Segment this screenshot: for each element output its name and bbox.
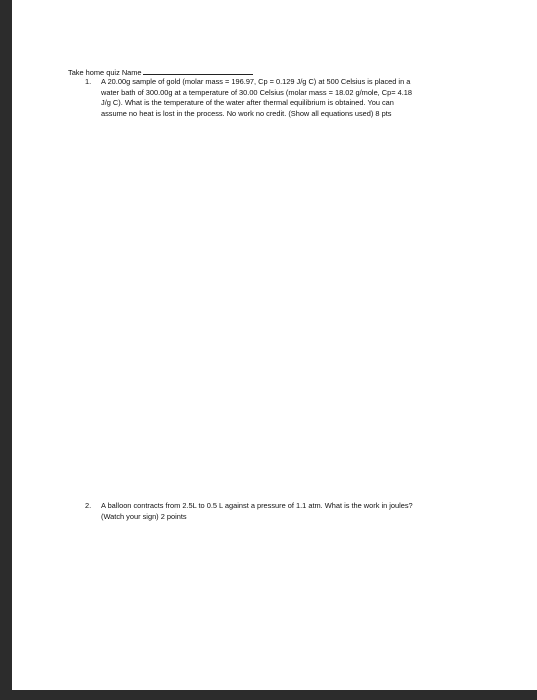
question-2-number: 2. [85,501,92,510]
quiz-title-text: Take home quiz Name [68,68,142,77]
question-1 [85,77,505,137]
question-1-number: 1. [85,77,92,86]
question-1-line-2: water bath of 300.00g at a temperature of 30.00 Celsius (molar mass = 18.02 g/mole, Cp= 4.18 [101,87,412,97]
document-page[interactable] [12,0,537,690]
question-2-line-2: (Watch your sign) 2 points [101,511,187,521]
question-1-line-4: assume no heat is lost in the process. No work no credit. (Show all equations used) 8 pts [101,108,392,118]
viewer-left-edge [0,0,12,700]
question-1-line-3: J/g C). What is the temperature of the water after thermal equilibrium is obtained. You can [101,98,394,108]
question-1-text [101,77,505,119]
question-2-line-1: A balloon contracts from 2.5L to 0.5 L against a pressure of 1.1 atm. What is the work in joules? [101,501,413,510]
question-2-text [101,501,505,522]
question-1-line-1: A 20.00g sample of gold (molar mass = 196.97, Cp = 0.129 J/g C) at 500 Celsius is placed in a [101,77,411,86]
question-2 [85,501,505,531]
name-blank-line [143,66,253,75]
viewer-bottom-edge [0,690,537,700]
